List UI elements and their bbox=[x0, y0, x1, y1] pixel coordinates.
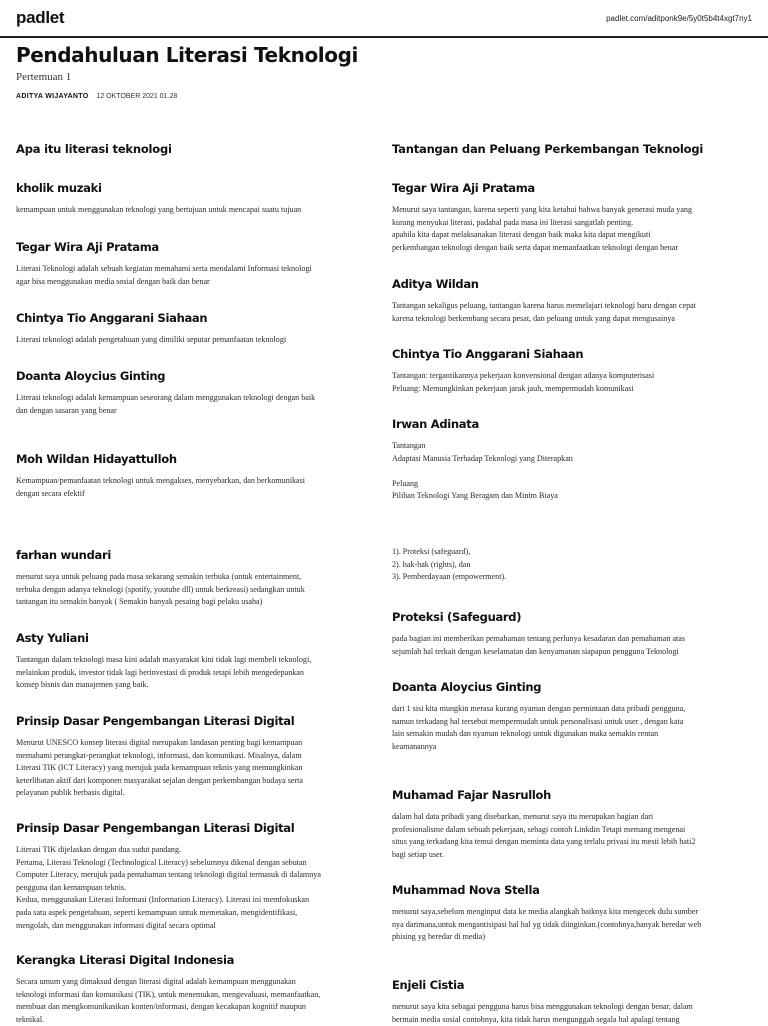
post-body: Tantangan Adaptasi Manusia Terhadap Teknologi yang Diterapkan Peluang Pilihan Teknologi Yang Beragam dan Minim Biaya bbox=[392, 441, 573, 501]
post-card[interactable] bbox=[16, 821, 368, 932]
post-author: Muhamad Fajar Nasrulloh bbox=[392, 788, 552, 802]
post-body: menurut saya untuk peluang pada masa sekarang semakin terbuka (untuk entertainment, terbuka dengan adanya teknologi (spotify, youtube dll) untuk berkreasi) sedangkan untuk tantangan itu semakin banyak ( Semakin banyak pesaing bagi pelaku usaha) bbox=[16, 572, 305, 607]
post-body: Tantangan dalam teknologi masa kini adalah masyarakat kini tidak lagi membeli teknologi, melainkan produk, investor tidak lagi berinvestasi di produk tetapi lebih mengedepankan konsep bisnis dan manajemen yang baik. bbox=[16, 655, 312, 690]
post-card[interactable] bbox=[392, 277, 754, 325]
post-body: Menurut saya tantangan, karena seperti yang kita ketahui bahwa banyak generasi muda yang kurang menyukai literasi, padahal pada masa ini literasi sangatlah penting. apabila kita dapat melaksanakan literasi dengan baik maka kita dapat mengikuti perkembangan teknologi dengan baik serta dapat memanfaatkan teknologi dengan benar bbox=[392, 205, 693, 252]
post-card[interactable] bbox=[392, 788, 754, 861]
post-card[interactable] bbox=[392, 546, 754, 584]
post-body: Menurut UNESCO konsep literasi digital merupakan landasan penting bagi kemampuan memahami perangkat-perangkat teknologi, informasi, dan komunikasi. Misalnya, dalam Literasi TIK (ICT Literacy) yang merujuk pada kemampuan teknis yang memungkinkan keterlibatan aktif dari komponen masyarakat sejalan dengan perkembangan budaya serta pelayanan publik berbasis digital. bbox=[16, 738, 303, 798]
post-author: Chintya Tio Anggarani Siahaan bbox=[392, 347, 584, 361]
page-subtitle: Pertemuan 1 bbox=[16, 71, 72, 83]
post-card[interactable] bbox=[16, 548, 368, 609]
post-card[interactable] bbox=[392, 978, 754, 1026]
post-author: Aditya Wildan bbox=[392, 277, 479, 291]
byline bbox=[16, 93, 177, 100]
post-card[interactable] bbox=[392, 181, 754, 254]
post-body: Literasi teknologi adalah pengetahuan yang dimiliki seputar pemanfaatan teknologi bbox=[16, 335, 287, 344]
post-author: Proteksi (Safeguard) bbox=[392, 610, 522, 624]
post-body: Literasi Teknologi adalah sebuah kegiatan memahami serta mendalami Informasi teknologi agar bisa menggunakan media sosial dengan baik dan benar bbox=[16, 264, 312, 286]
post-author: Muhammad Nova Stella bbox=[392, 883, 540, 897]
post-body: Literasi teknologi adalah kemampuan seseorang dalam menggunakan teknologi dengan baik dan dengan sasaran yang benar bbox=[16, 393, 316, 415]
post-body: menurut saya kita sebagai pengguna harus bisa menggunakan teknologi dengan benar, dalam bermain media sosial contohnya, kita tidak harus mengunggah segala hal apalagi tentang bbox=[392, 1002, 693, 1024]
post-author: Tegar Wira Aji Pratama bbox=[16, 240, 159, 254]
post-card[interactable] bbox=[392, 883, 754, 944]
post-author: farhan wundari bbox=[16, 548, 111, 562]
post-author: Doanta Aloycius Ginting bbox=[16, 369, 166, 383]
post-body: dalam hal data pribadi yang disebarkan, menurut saya itu merupakan bagian dari profesionalisme dalam sebuah pekerjaan, sebagi contoh Linkdin Tetapi memang mengenai situs yang terkadang kita temui dengan meminta data yang terlalu privasi itu mesti lebih hati2 bagi setiap user. bbox=[392, 812, 696, 859]
post-body: 1). Proteksi (safeguard), 2). hak-hak (rights), dan 3). Pemberdayaan (empowerment). bbox=[392, 547, 507, 582]
post-card[interactable] bbox=[16, 631, 368, 692]
post-body: Tantangan sekaligus peluang, tantangan karena harus memelajari teknologi baru dengan cepat karena teknologi berkembang secara pesat, dan peluang untuk yang dapat mengusainya bbox=[392, 301, 696, 323]
post-body: Secara umum yang dimaksud dengan literasi digital adalah kemampuan menggunakan teknologi informasi dan komunikasi (TIK), untuk menemukan, mengevaluasi, memanfaatkan, membuat dan mengkomunikasikan konten/informasi, dengan kecakapan kognitif maupun teknikal. bbox=[16, 977, 321, 1024]
post-author: Enjeli Cistia bbox=[392, 978, 465, 992]
post-card[interactable] bbox=[392, 680, 754, 753]
post-author: Doanta Aloycius Ginting bbox=[392, 680, 542, 694]
post-author: Prinsip Dasar Pengembangan Literasi Digital bbox=[16, 714, 295, 728]
post-author: Moh Wildan Hidayattulloh bbox=[16, 452, 177, 466]
post-card[interactable] bbox=[16, 369, 368, 417]
page-title: Pendahuluan Literasi Teknologi bbox=[16, 43, 358, 67]
post-body: Literasi TIK dijelaskan dengan dua sudut pandang. Pertama, Literasi Teknologi (Technological Literacy) sebelumnya dikenal dengan sebutan Computer Literacy, merujuk pada pemahaman tentang teknologi digital termasuk di dalamnya pengguna dan kemampuan teknis. Kedua, menggunakan Literasi Informasi (Information Literacy). Literasi ini memfokuskan pada satu aspek pengetahuan, seperti kemampuan untuk memetakan, mengidentifikasi, mengolah, dan menggunakan informasi digital secara optimal bbox=[16, 845, 321, 930]
post-card[interactable] bbox=[16, 240, 368, 288]
post-author: Prinsip Dasar Pengembangan Literasi Digital bbox=[16, 821, 295, 835]
post-body: Kemampuan/pemanfaatan teknologi untuk mengakses, menyebarkan, dan berkomunikasi dengan secara efektif bbox=[16, 476, 306, 498]
post-author: Kerangka Literasi Digital Indonesia bbox=[16, 953, 235, 967]
padlet-logo[interactable]: padlet bbox=[16, 8, 65, 27]
page-url: padlet.com/aditponk9e/5y0t5b4t4xgt7ny1 bbox=[606, 14, 752, 23]
post-card[interactable] bbox=[16, 181, 368, 217]
post-card[interactable] bbox=[16, 311, 368, 347]
post-body: kemampuan untuk menggunakan teknologi yang bertujuan untuk mencapai suatu tujuan bbox=[16, 205, 302, 214]
post-body: dari 1 sisi kita mungkin merasa kurang nyaman dengan permintaan data pribadi pengguna, namun terkadang hal tersebut mempermudah untuk personalisasi untuk user , dengan kata lain semakin mudah dan nyaman teknologi untuk digunakan maka semakin rentan keamanannya bbox=[392, 704, 686, 751]
post-author: Asty Yuliani bbox=[16, 631, 89, 645]
post-author: kholik muzaki bbox=[16, 181, 102, 195]
post-card[interactable] bbox=[392, 610, 754, 658]
post-author: Chintya Tio Anggarani Siahaan bbox=[16, 311, 208, 325]
post-author: Irwan Adinata bbox=[392, 417, 479, 431]
post-date: 12 OKTOBER 2021 01.28 bbox=[96, 93, 178, 100]
author-name: ADITYA WIJAYANTO bbox=[16, 93, 89, 100]
post-body: Tantangan: tergantikannya pekerjaan konvensional dengan adanya komputerisasi Peluang: Memungkinkan pekerjaan jarak jauh, mempermudah komunikasi bbox=[392, 371, 655, 393]
column-heading: Tantangan dan Peluang Perkembangan Teknologi bbox=[392, 142, 704, 156]
post-author: Tegar Wira Aji Pratama bbox=[392, 181, 535, 195]
post-card[interactable] bbox=[16, 452, 368, 500]
top-bar bbox=[0, 0, 768, 38]
post-card[interactable] bbox=[16, 953, 368, 1026]
post-card[interactable] bbox=[16, 714, 368, 800]
post-card[interactable] bbox=[392, 417, 754, 503]
post-card[interactable] bbox=[392, 347, 754, 395]
post-body: pada bagian ini memberikan pemahaman tentang perlunya kesadaran dan pemahaman atas sejumlah hal terkait dengan keselamatan dan kenyamanan siapapun pengguna Teknologi bbox=[392, 634, 686, 656]
column-heading: Apa itu literasi teknologi bbox=[16, 142, 172, 156]
post-body: menurut saya,sebelum menginput data ke media alangkah baiknya kita mengecek dulu sumber nya darimana,untuk mengantisipasi hal hal yg tidak diinginkan.(contohnya,banyak beredar web phising yg beredar di media) bbox=[392, 907, 702, 942]
